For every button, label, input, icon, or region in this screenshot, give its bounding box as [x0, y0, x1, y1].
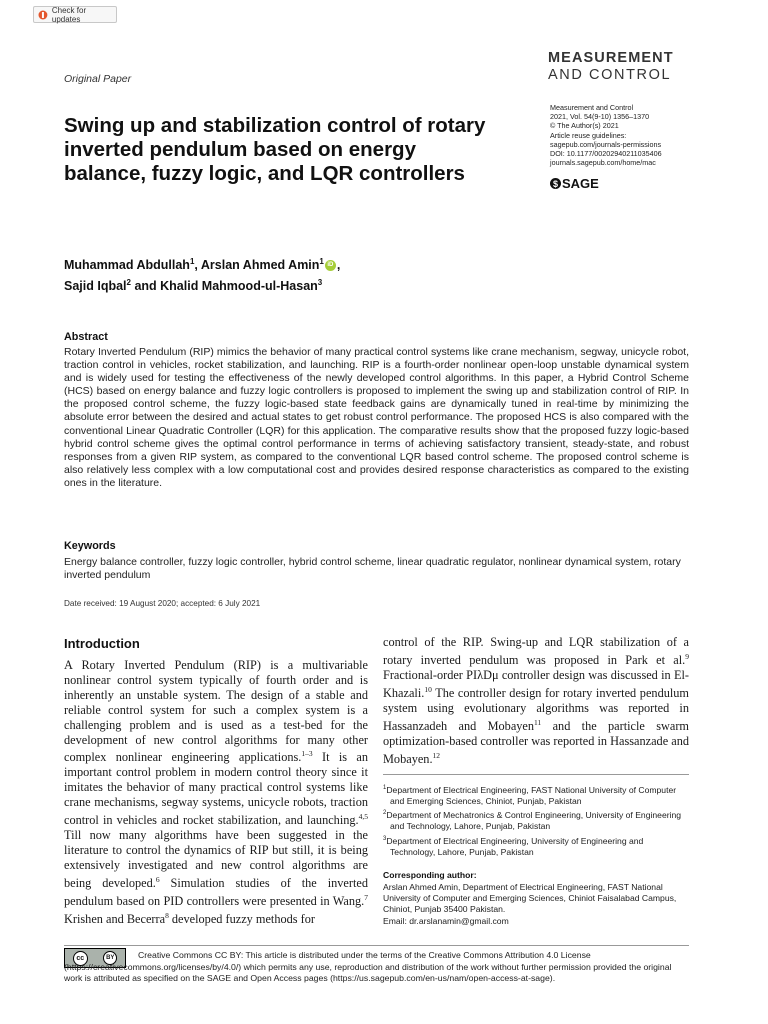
- introduction-heading: Introduction: [64, 636, 140, 651]
- sage-logo: [550, 176, 599, 191]
- date-received: Date received: 19 August 2020; accepted: 6 July 2021: [64, 599, 261, 608]
- body-text: It is an important control problem in modern control theory since it imitates the behavior of many practical control systems like crane mechanisms, segway systems, unicycle robots, traction control in vehicles and rocket stabilization, and launching.: [64, 750, 368, 828]
- author-affiliation-mark: 2: [126, 278, 131, 288]
- citation-link[interactable]: 1–3: [301, 749, 313, 759]
- affiliation-number: 1: [383, 785, 387, 791]
- introduction-left-column: [64, 658, 368, 927]
- attribution-icon: BY: [103, 951, 117, 965]
- body-text: developed fuzzy methods for: [168, 911, 315, 926]
- citation-link[interactable]: 10: [424, 684, 432, 694]
- affiliation-text: Department of Electrical Engineering, University of Engineering and Technology, Lahore, Punjab, Pakistan: [386, 835, 644, 857]
- license-divider: [64, 945, 689, 946]
- abstract-text: Rotary Inverted Pendulum (RIP) mimics the behavior of many practical control systems like crane mechanism, segway, unicycle robot, traction control in vehicles, rocket stabilization, and launching. RIP is a fourth-order nonlinear open-loop unstable dynamical system and is widely used for testing the effectiveness of the newly developed control algorithms. In this paper, a Hybrid Control Scheme (HCS) based on energy balance and fuzzy logic controllers is proposed to implement the swing up and stabilization control of RIP. In the proposed control scheme, the fuzzy logic-based state feedback gains are dynamically tuned in real-time by minimizing the absolute error between the desired and actual states to get robust control performance. The proposed HCS is also compared with the conventional Linear Quadratic Controller (LQR) for this application. The comparative results show that the proposed fuzzy logic-based hybrid control scheme gives the optimal control performance in terms of achieving satisfactory transient, steady-state, and robust responses from a given RIP system, as compared to the conventional LQR based control scheme. The proposed control scheme is also relatively less complex with a low computational cost and provides desired response characteristics as compared to the existing ones in the literature.: [64, 346, 689, 489]
- meta-volume: 2021, Vol. 54(9-10) 1356–1370: [550, 112, 650, 122]
- citation-link[interactable]: 8: [165, 910, 169, 920]
- affiliation-text: Department of Mechatronics & Control Engineering, University of Engineering and Technology, Lahore, Punjab, Pakistan: [386, 810, 682, 832]
- journal-logo[interactable]: [548, 51, 688, 82]
- creative-commons-icon: cc: [73, 951, 88, 966]
- body-text: A Rotary Inverted Pendulum (RIP) is a multivariable nonlinear control system typically of fourth order and is inherently an unstable system. The design of a stable and reliable control system for such a complex system is a challenging problem and is used as a test-bed for the development of new control algorithms for many other complex nonlinear engineering applications.: [64, 658, 368, 765]
- author-affiliation-mark: 1: [189, 257, 195, 266]
- orcid-icon[interactable]: iD: [325, 260, 336, 271]
- meta-journal-link[interactable]: journals.sagepub.com/home/mac: [550, 158, 656, 168]
- journal-logo-line2: AND CONTROL: [548, 66, 672, 83]
- meta-reuse: Article reuse guidelines:: [550, 130, 627, 140]
- body-text: Simulation studies of the inverted pendulum based on PID controllers were presented in Wang.: [64, 875, 368, 908]
- meta-doi-link[interactable]: DOI: 10.1177/00202940211035406: [550, 149, 662, 159]
- meta-copyright: © The Author(s) 2021: [550, 121, 619, 131]
- paper-title: Swing up and stabilization control of rotary inverted pendulum based on energy balance, fuzzy logic, and LQR controllers: [64, 114, 486, 185]
- citation-link[interactable]: 12: [432, 750, 441, 760]
- affiliation-item: [383, 834, 689, 858]
- citation-link[interactable]: 9: [685, 651, 689, 661]
- affiliation-item: [383, 808, 689, 832]
- citation-link[interactable]: 7: [364, 892, 368, 902]
- citation-link[interactable]: 6: [155, 874, 160, 884]
- body-text: The controller design for rotary inverted pendulum system using evolutionary algorithms was reported in Hassanzadeh and Mobayen: [383, 685, 689, 733]
- check-for-updates-button[interactable]: [33, 6, 117, 23]
- affiliation-number: 2: [383, 810, 387, 817]
- body-text: Fractional-order PIλDμ controller design was discussed in El-Khazali.: [383, 667, 689, 700]
- citation-link[interactable]: 11: [534, 717, 542, 727]
- author-name[interactable]: Muhammad Abdullah: [64, 258, 190, 273]
- body-text: control of the RIP. Swing-up and LQR stabilization of a rotary inverted pendulum was proposed in Park et al.: [383, 635, 689, 667]
- crossmark-icon: [38, 10, 48, 20]
- author-affiliation-mark: 3: [317, 278, 323, 288]
- corresponding-author-heading: Corresponding author:: [383, 870, 477, 880]
- affiliation-number: 3: [383, 835, 387, 842]
- meta-journal: Measurement and Control: [550, 103, 634, 112]
- body-text: Krishen and Becerra: [64, 911, 166, 926]
- affiliation-item: [383, 783, 689, 807]
- body-text: and the particle swarm optimization-based controller was reported in Hassanzade and Mobayen.: [383, 718, 689, 766]
- license-text: Creative Commons CC BY: This article is distributed under the terms of the Creative Commons Attribution 4.0 License (https://creativecommons.org/licenses/by/4.0/) which permits any use, reproduction and distribution of the work without further permission provided the original work is attributed as specified on the SAGE and Open Access pages (https://us.sagepub.com/en-us/nam/open-access-at-sage).: [64, 950, 672, 984]
- check-for-updates-label: Check for updates: [51, 5, 87, 24]
- introduction-right-column: [383, 635, 689, 767]
- keywords-heading: Keywords: [64, 540, 116, 552]
- author-name[interactable]: Sajid Iqbal: [64, 279, 127, 294]
- abstract-heading: Abstract: [64, 331, 108, 343]
- sage-logo-text: SAGE: [562, 176, 599, 191]
- body-text: Till now many algorithms have been suggested in the literature to control the dynamics of RIP but still, it is being extensively investigated and new control algorithms are being developed.: [64, 828, 368, 890]
- footnote-divider: [383, 774, 689, 775]
- affiliation-text: Department of Electrical Engineering, FAST National University of Computer and Emerging Sciences, Chiniot, Punjab, Pakistan: [386, 784, 677, 807]
- sage-dollar-icon: $: [550, 178, 561, 189]
- keywords-text: Energy balance controller, fuzzy logic controller, hybrid control scheme, linear quadratic regulator, nonlinear dynamical system, rotary inverted pendulum: [64, 556, 681, 582]
- author-affiliation-mark: 1: [319, 257, 324, 266]
- meta-permissions-link[interactable]: sagepub.com/journals-permissions: [550, 139, 662, 149]
- author-name[interactable]: Khalid Mahmood-ul-Hasan: [160, 279, 318, 294]
- citation-link[interactable]: 4,5: [358, 812, 368, 822]
- corresponding-author-details: [383, 882, 689, 927]
- corresponding-author-email[interactable]: Email: dr.arslanamin@gmail.com: [383, 915, 509, 926]
- author-list: Muhammad Abdullah$^1$, Arslan Ahmed Amin$^1$ iD , Sajid Iqbal$^2$ and Khalid Mahmood-ul-Hasan$^3$: [64, 257, 341, 294]
- affiliations: [383, 783, 689, 859]
- corresponding-author-address: Arslan Ahmed Amin, Department of Electrical Engineering, FAST National University of Computer and Emerging Sciences, Chiniot Faisalabad Campus, Chiniot, Punjab 35400 Pakistan.: [383, 882, 677, 915]
- author-name[interactable]: Arslan Ahmed Amin: [200, 258, 320, 273]
- journal-logo-line1: MEASUREMENT: [548, 50, 674, 66]
- paper-type: Original Paper: [64, 73, 132, 85]
- journal-meta: [550, 103, 730, 167]
